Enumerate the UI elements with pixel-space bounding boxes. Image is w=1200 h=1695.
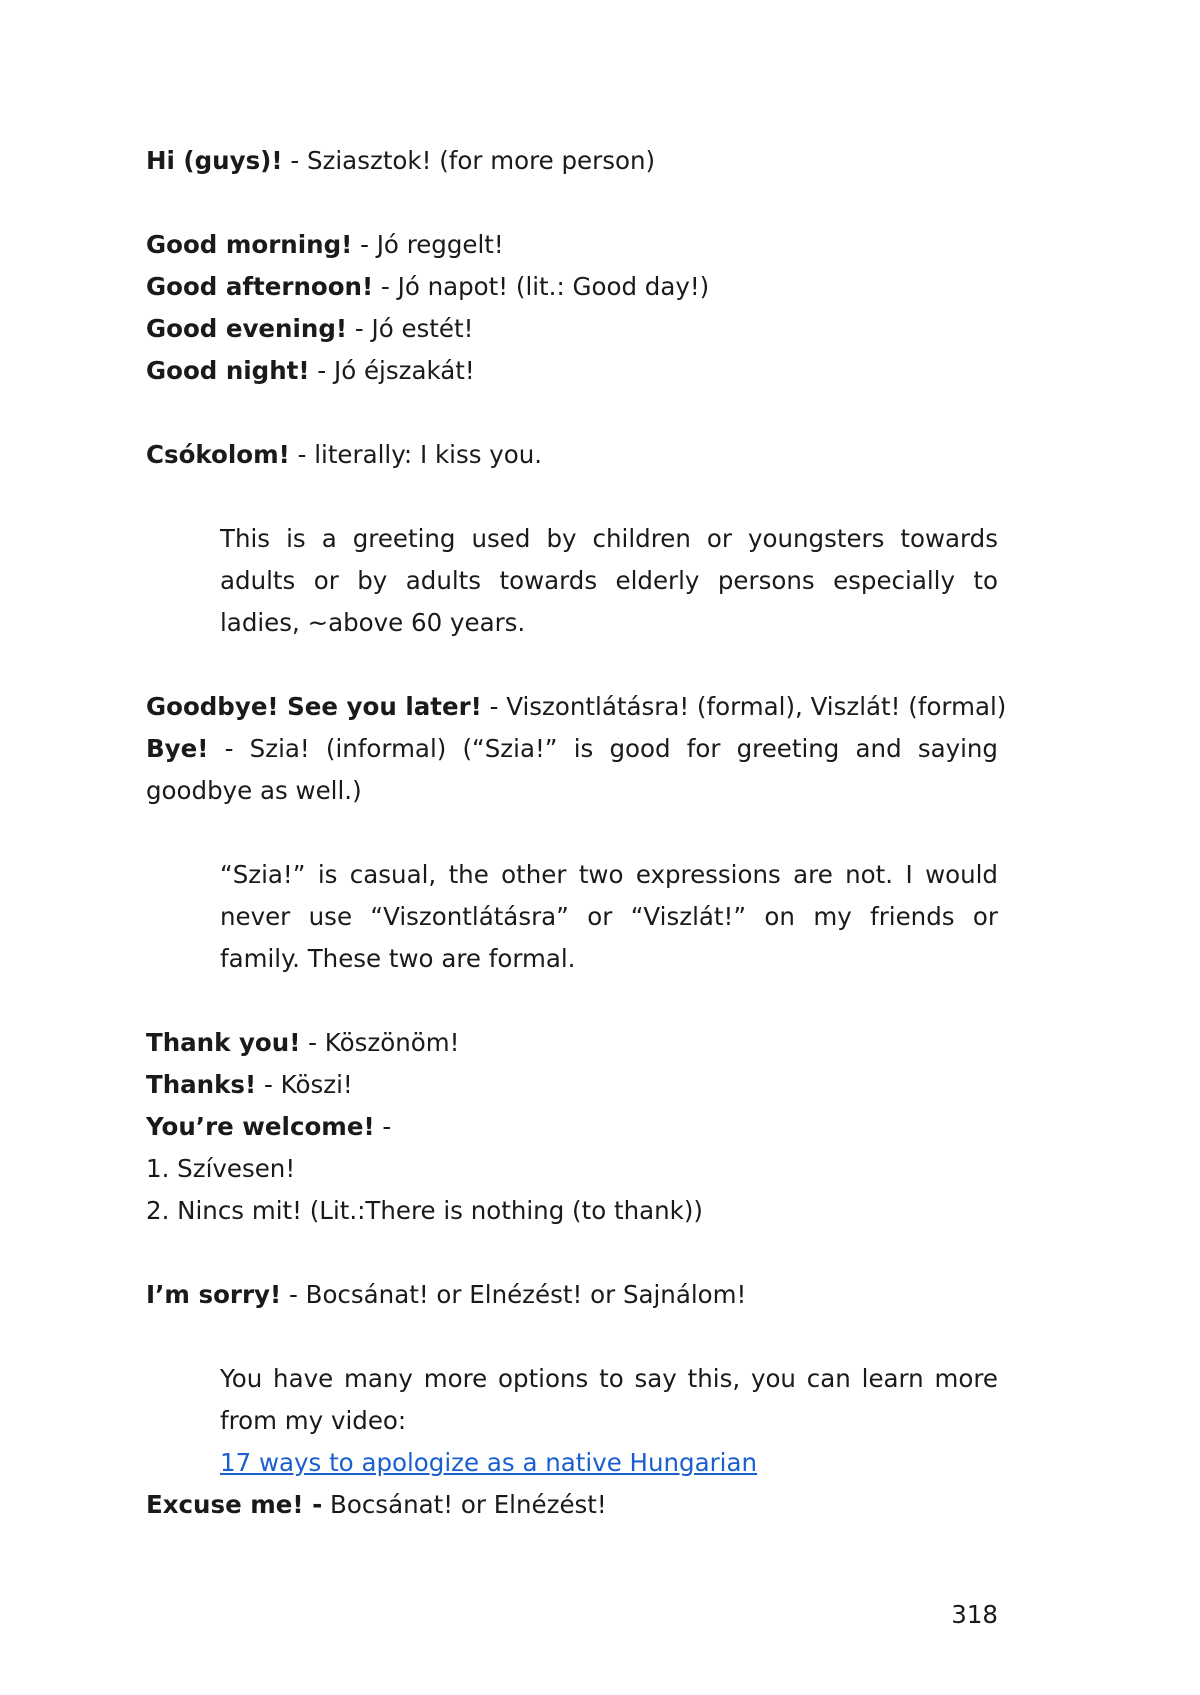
phrase-hu: - Jó napot! (lit.: Good day!) bbox=[373, 272, 710, 301]
phrase-welcome bbox=[146, 1106, 998, 1148]
phrase-sorry bbox=[146, 1274, 998, 1316]
note-sorry-text: You have many more options to say this, you can learn more from my video: bbox=[220, 1364, 998, 1435]
phrase-good-evening bbox=[146, 308, 998, 350]
note-szia: “Szia!” is casual, the other two expressions are not. I would never use “Viszontlátásra” or “Viszlát!” on my friends or family. These two are formal. bbox=[220, 860, 998, 973]
phrase-hi bbox=[146, 140, 998, 182]
list-item: 1. Szívesen! bbox=[146, 1154, 296, 1183]
phrase-bye bbox=[146, 728, 998, 812]
phrase-en: Good evening! bbox=[146, 314, 348, 343]
phrase-term: Csókolom! bbox=[146, 440, 290, 469]
phrase-excuse-me bbox=[146, 1484, 998, 1526]
phrase-en: Good morning! bbox=[146, 230, 353, 259]
phrase-meaning: - Viszontlátásra! (formal), Viszlát! (formal) bbox=[481, 692, 1007, 721]
phrase-hu: - bbox=[374, 1112, 392, 1141]
phrase-term: Goodbye! See you later! bbox=[146, 692, 482, 721]
note-csokolom: This is a greeting used by children or youngsters towards adults or by adults towards elderly persons especially to ladies, ~above 60 years. bbox=[220, 524, 998, 637]
phrase-good-morning bbox=[146, 224, 998, 266]
page-content bbox=[146, 140, 1007, 1526]
video-link[interactable]: 17 ways to apologize as a native Hungarian bbox=[220, 1448, 758, 1477]
phrase-thank-you bbox=[146, 1022, 998, 1064]
phrase-en: Thanks! bbox=[146, 1070, 257, 1099]
phrase-term: Bye! bbox=[146, 734, 209, 763]
phrase-hu: - Jó reggelt! bbox=[352, 230, 504, 259]
phrase-hu: - Jó éjszakát! bbox=[309, 356, 475, 385]
phrase-thanks bbox=[146, 1064, 998, 1106]
phrase-meaning: - Bocsánat! or Elnézést! or Sajnálom! bbox=[281, 1280, 747, 1309]
note-sorry bbox=[220, 1358, 998, 1484]
phrase-hu: - Jó estét! bbox=[347, 314, 474, 343]
phrase-hu: - Köszönöm! bbox=[300, 1028, 460, 1057]
phrase-en: Good afternoon! bbox=[146, 272, 374, 301]
phrase-goodbye bbox=[146, 686, 1007, 728]
phrase-meaning: - Szia! (informal) (“Szia!” is good for greeting and saying goodbye as well.) bbox=[146, 734, 998, 805]
list-item: 2. Nincs mit! (Lit.:There is nothing (to thank)) bbox=[146, 1196, 703, 1225]
phrase-en: Thank you! bbox=[146, 1028, 301, 1057]
phrase-term: I’m sorry! bbox=[146, 1280, 282, 1309]
phrase-term: Excuse me! - bbox=[146, 1490, 323, 1519]
phrase-meaning: - literally: I kiss you. bbox=[289, 440, 543, 469]
phrase-en: You’re welcome! bbox=[146, 1112, 375, 1141]
phrase-good-afternoon bbox=[146, 266, 998, 308]
phrase-hu: - Sziasztok! (for more person) bbox=[282, 146, 656, 175]
phrase-good-night bbox=[146, 350, 998, 392]
phrase-meaning: Bocsánat! or Elnézést! bbox=[322, 1490, 607, 1519]
phrase-en: Hi (guys)! bbox=[146, 146, 283, 175]
page-number: 318 bbox=[951, 1600, 998, 1629]
phrase-hu: - Köszi! bbox=[256, 1070, 353, 1099]
phrase-csokolom bbox=[146, 434, 998, 476]
phrase-en: Good night! bbox=[146, 356, 310, 385]
